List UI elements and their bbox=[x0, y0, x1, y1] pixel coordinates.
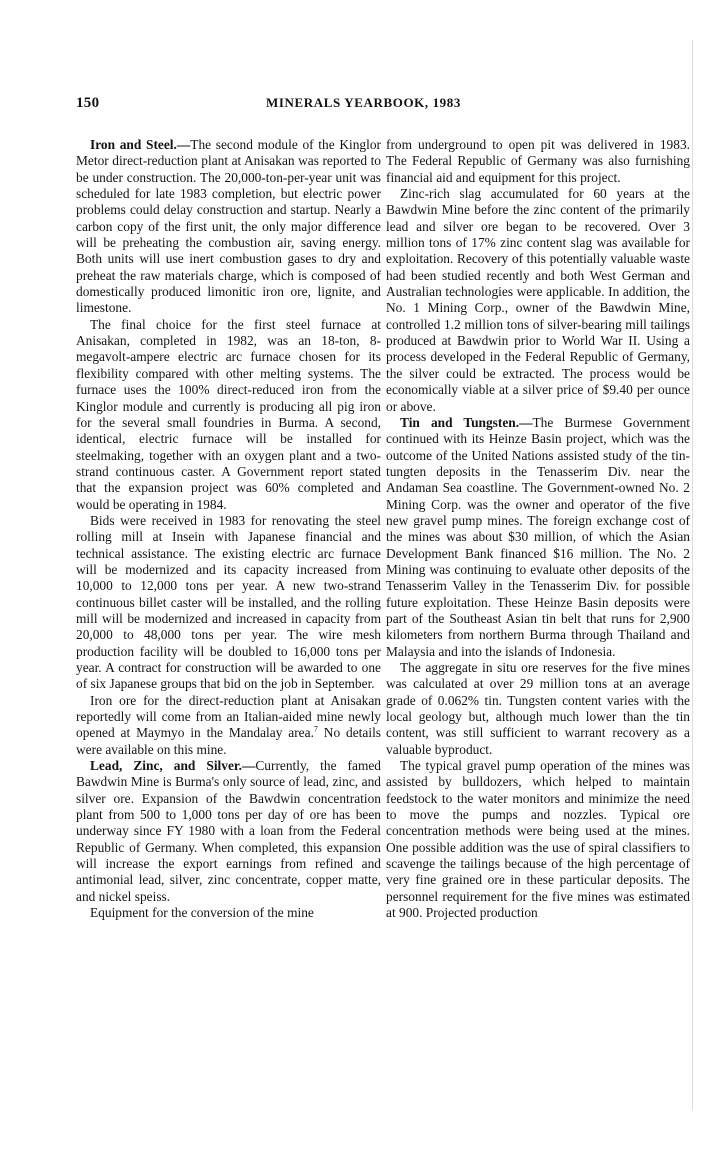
left-column bbox=[76, 137, 381, 922]
tin-tungsten-paragraph bbox=[386, 415, 690, 660]
lead-zinc-heading: Lead, Zinc, and Silver.— bbox=[90, 758, 256, 774]
right-column bbox=[386, 137, 690, 922]
bids-paragraph: Bids were received in 1983 for renovating the steel rolling mill at Insein with Japanese financial and technical assistance. The existing electric arc furnace will be modernized and its capacity increased from 10,000 to 12,000 tons per year. A new two-strand continuous billet caster will be installed, and the rolling mill will be modernized and increased in capacity from 20,000 to 48,000 tons per year. The wire mesh production facility will be doubled to 16,000 tons per year. A contract for construction will be awarded to one of six Japanese groups that bid on the job in September. bbox=[76, 512, 381, 692]
iron-steel-paragraph bbox=[76, 137, 381, 317]
typical-operation-paragraph: The typical gravel pump operation of the mines was assisted by bulldozers, which helped to maintain feedstock to the water monitors and minimize the need to move the pumps and nozzles. Typical ore concentration methods were being used at the mines. One possible addition was the use of spiral classifiers to scavenge the tailings because of the high percentage of very fine grained ore in these particular deposits. The personnel requirement for the five mines was estimated at 900. Projected production bbox=[386, 758, 690, 921]
lead-zinc-paragraph bbox=[76, 758, 381, 905]
running-title: MINERALS YEARBOOK, 1983 bbox=[266, 95, 461, 110]
continuation-paragraph: from underground to open pit was delivered in 1983. The Federal Republic of Germany was also furnishing financial aid and equipment for this project. bbox=[386, 137, 690, 185]
iron-steel-text: The second module of the Kinglor Metor direct-reduction plant at Anisakan was reported to be under construction. The 20,000-ton-per-year unit was scheduled for late 1983 completion, but electric power problems could delay construction and startup. Nearly a carbon copy of the first unit, the only major difference will be preheating the combustion air, saving energy. Both units will use inert combustion gases to dry and preheat the raw materials charge, which is composed of domestically produced limonitic iron ore, lignite, and limestone. bbox=[76, 137, 382, 316]
tin-tungsten-text: The Burmese Government continued with its Heinze Basin project, which was the outcome of the United Nations assisted study of the tin-tungten deposits in the Tenasserim Div. near the Andaman Sea coastline. The Government-owned No. 2 Mining Corp. was the owner and operator of the five new gravel pump mines. The foreign exchange cost of the mines was about $30 million, of which the Asian Development Bank financed $16 million. The No. 2 Mining was continuing to evaluate other deposits of the Tenasserim Valley in the Tenasserim Div. for possible future exploitation. These Heinze Basin deposits were part of the Southeast Asian tin belt that runs for 2,900 kilometers from northern Burma through Thailand and Malaysia and into the islands of Indonesia. bbox=[386, 414, 690, 659]
final-choice-paragraph: The final choice for the first steel furnace at Anisakan, completed in 1982, was an 18-ton, 8-megavolt-ampere electric arc furnace chosen for its flexibility compared with other melting systems. The furnace uses the 100% direct-reduced iron from the Kinglor module and currently is producing all pig iron for the several small foundries in Burma. A second, identical, electric furnace will be installed for steelmaking, together with an oxygen plant and a two-strand continuous caster. A Government report stated that the expansion project was 60% completed and would be operating in 1984. bbox=[76, 316, 381, 512]
tin-tungsten-heading: Tin and Tungsten.— bbox=[400, 414, 533, 430]
page-number: 150 bbox=[76, 95, 100, 111]
lead-zinc-text: Currently, the famed Bawdwin Mine is Burma's only source of lead, zinc, and silver ore. Expansion of the Bawdwin concentration plant from 500 to 1,000 tons per day of ore has been underway since FY 1980 with a loan from the Federal Republic of Germany. When completed, this expansion will increase the export earnings from refined and antimonial lead, silver, zinc concentrate, copper matte, and nickel speiss. bbox=[76, 758, 381, 904]
equipment-paragraph: Equipment for the conversion of the mine bbox=[90, 905, 314, 921]
iron-ore-paragraph bbox=[76, 693, 381, 758]
zinc-slag-paragraph: Zinc-rich slag accumulated for 60 years at the Bawdwin Mine before the zinc content of the primarily lead and silver ore began to be recovered. Over 3 million tons of 17% zinc content slag was available for exploitation. Recovery of this potentially valuable waste had been studied recently and both West German and Australian technologies were applicable. In addition, the No. 1 Mining Corp., owner of the Bawdwin Mine, controlled 1.2 million tons of silver-bearing mill tailings produced at Bawdwin prior to World War II. Using a process developed in the Federal Republic of Germany, the silver could be extracted. The process would be economically viable at a silver price of $9.40 per ounce or above. bbox=[386, 186, 690, 414]
page-header bbox=[0, 95, 712, 115]
iron-ore-text-after: No details were available on this mine. bbox=[76, 725, 381, 757]
aggregate-paragraph: The aggregate in situ ore reserves for the five mines was calculated at over 29 million tons at an average grade of 0.062% tin. Tungsten content varies with the local geology but, although much lower than the tin content, was still sufficient to warrant recovery as a valuable byproduct. bbox=[386, 660, 690, 757]
footnote-marker: 7 bbox=[313, 724, 318, 734]
iron-ore-text: Iron ore for the direct-reduction plant at Anisakan reportedly will come from an Italian-aided mine newly opened at Maymyo in the Mandalay area. bbox=[76, 692, 381, 741]
iron-steel-heading: Iron and Steel.— bbox=[90, 137, 191, 152]
scan-edge-line bbox=[692, 40, 693, 1110]
